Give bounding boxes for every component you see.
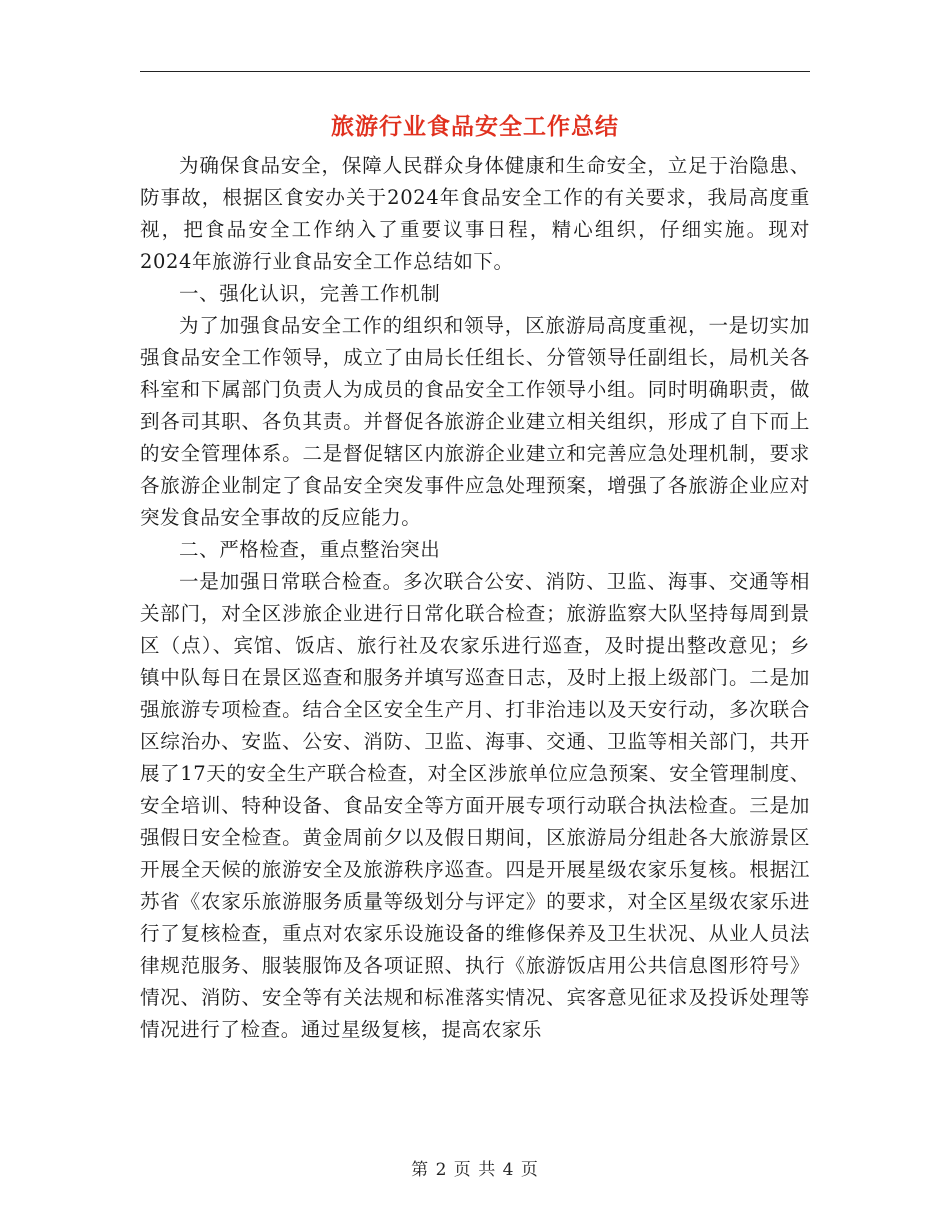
paragraph-section-1: 为了加强食品安全工作的组织和领导，区旅游局高度重视，一是切实加强食品安全工作领导，成立了由局长任组长、分管领导任副组长，局机关各科室和下属部门负责人为成员的食品安全工作领导小组。同时明确职责，做到各司其职、各负其责。并督促各旅游企业建立相关组织，形成了自下而上的安全管理体系。二是督促辖区内旅游企业建立和完善应急处理机制，要求各旅游企业制定了食品安全突发事件应急处理预案，增强了各旅游企业应对突发食品安全事故的反应能力。 (140, 314, 810, 529)
paragraph-section-2: 一是加强日常联合检查。多次联合公安、消防、卫监、海事、交通等相关部门，对全区涉旅企业进行日常化联合检查；旅游监察大队坚持每周到景区（点）、宾馆、饭店、旅行社及农家乐进行巡查，及时提出整改意见；乡镇中队每日在景区巡查和服务并填写巡查日志，及时上报上级部门。二是加强旅游专项检查。结合全区安全生产月、打非治违以及天安行动，多次联合区综治办、安监、公安、消防、卫监、海事、交通、卫监等相关部门，共开展了17天的安全生产联合检查，对全区涉旅单位应急预案、安全管理制度、安全培训、特种设备、食品安全等方面开展专项行动联合执法检查。三是加强假日安全检查。黄金周前夕以及假日期间，区旅游局分组赴各大旅游景区开展全天候的旅游安全及旅游秩序巡查。四是开展星级农家乐复核。根据江苏省《农家乐旅游服务质量等级划分与评定》的要求，对全区星级农家乐进行了复核检查，重点对农家乐设施设备的维修保养及卫生状况、从业人员法律规范服务、服装服饰及各项证照、执行《旅游饭店用公共信息图形符号》情况、消防、安全等有关法规和标准落实情况、宾客意见征求及投诉处理等情况进行了检查。通过星级复核，提高农家乐 (140, 570, 810, 1041)
section-heading-1: 一、强化认识，完善工作机制 (179, 282, 441, 305)
paragraph-intro: 为确保食品安全，保障人民群众身体健康和生命安全，立足于治隐患、防事故，根据区食安办关于2024年食品安全工作的有关要求，我局高度重视，把食品安全工作纳入了重要议事日程，精心组织，仔细实施。现对2024年旅游行业食品安全工作总结如下。 (140, 154, 810, 273)
page-number-footer: 第 2 页 共 4 页 (411, 1160, 539, 1180)
header-rule (140, 71, 810, 72)
section-heading-2: 二、严格检查，重点整治突出 (179, 538, 441, 561)
document-body (140, 150, 810, 1046)
document-title: 旅游行业食品安全工作总结 (331, 113, 619, 140)
